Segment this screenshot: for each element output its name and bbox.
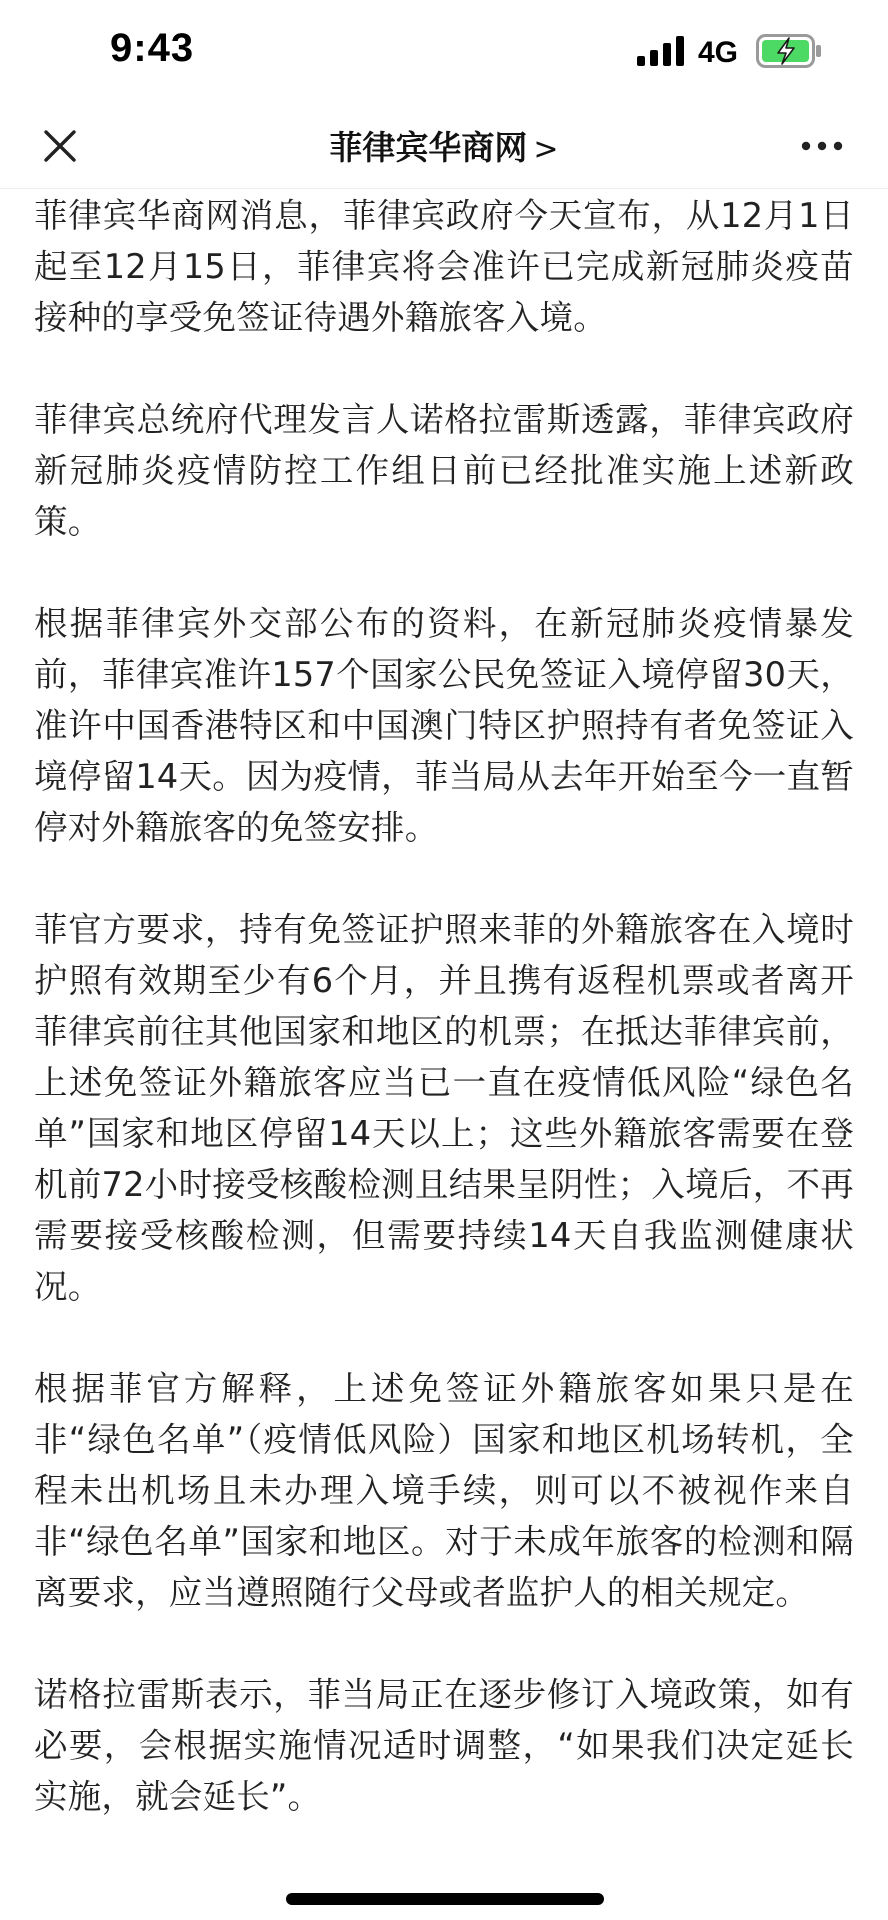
account-name: 菲律宾华商网 xyxy=(329,128,528,167)
status-bar xyxy=(0,0,888,104)
article-paragraph: 菲律宾总统府代理发言人诺格拉雷斯透露，菲律宾政府新冠肺炎疫情防控工作组日前已经批准实施上述新政策。 xyxy=(34,400,854,541)
article-paragraph: 根据菲官方解释，上述免签证外籍旅客如果只是在非“绿色名单”（疫情低风险）国家和地区机场转机，全程未出机场且未办理入境手续，则可以不被视作来自非“绿色名单”国家和地区。对于未成年旅客的检测和隔离要求，应当遵照随行父母或者监护人的相关规定。 xyxy=(34,1369,854,1612)
battery-charging-icon xyxy=(756,34,822,68)
article-paragraph: 菲官方要求，持有免签证护照来菲的外籍旅客在入境时护照有效期至少有6个月，并且携有返程机票或者离开菲律宾前往其他国家和地区的机票；在抵达菲律宾前，上述免签证外籍旅客应当已一直在疫情低风险“绿色名单”国家和地区停留14天以上；这些外籍旅客需要在登机前72小时接受核酸检测且结果呈阴性；入境后，不再需要接受核酸检测，但需要持续14天自我监测健康状况。 xyxy=(34,910,854,1306)
home-indicator[interactable] xyxy=(286,1893,604,1905)
article-paragraph: 菲律宾华商网消息，菲律宾政府今天宣布，从12月1日起至12月15日，菲律宾将会准许已完成新冠肺炎疫苗接种的享受免签证待遇外籍旅客入境。 xyxy=(34,196,854,337)
nav-bar xyxy=(0,104,888,189)
status-time: 9:43 xyxy=(110,26,195,70)
article-paragraph: 诺格拉雷斯表示，菲当局正在逐步修订入境政策，如有必要，会根据实施情况适时调整，“如果我们决定延长实施，就会延长”。 xyxy=(34,1675,854,1816)
article-paragraph: 根据菲律宾外交部公布的资料，在新冠肺炎疫情暴发前，菲律宾准许157个国家公民免签证入境停留30天，准许中国香港特区和中国澳门特区护照持有者免签证入境停留14天。因为疫情，菲当局从去年开始至今一直暂停对外籍旅客的免签安排。 xyxy=(34,604,854,847)
more-button[interactable] xyxy=(792,122,852,170)
account-title-link[interactable] xyxy=(0,122,888,169)
network-type: 4G xyxy=(698,36,739,69)
article-body xyxy=(34,190,854,1873)
signal-bars-icon xyxy=(637,36,685,66)
more-dots-icon xyxy=(801,141,843,151)
chevron-right-icon: > xyxy=(533,132,559,167)
